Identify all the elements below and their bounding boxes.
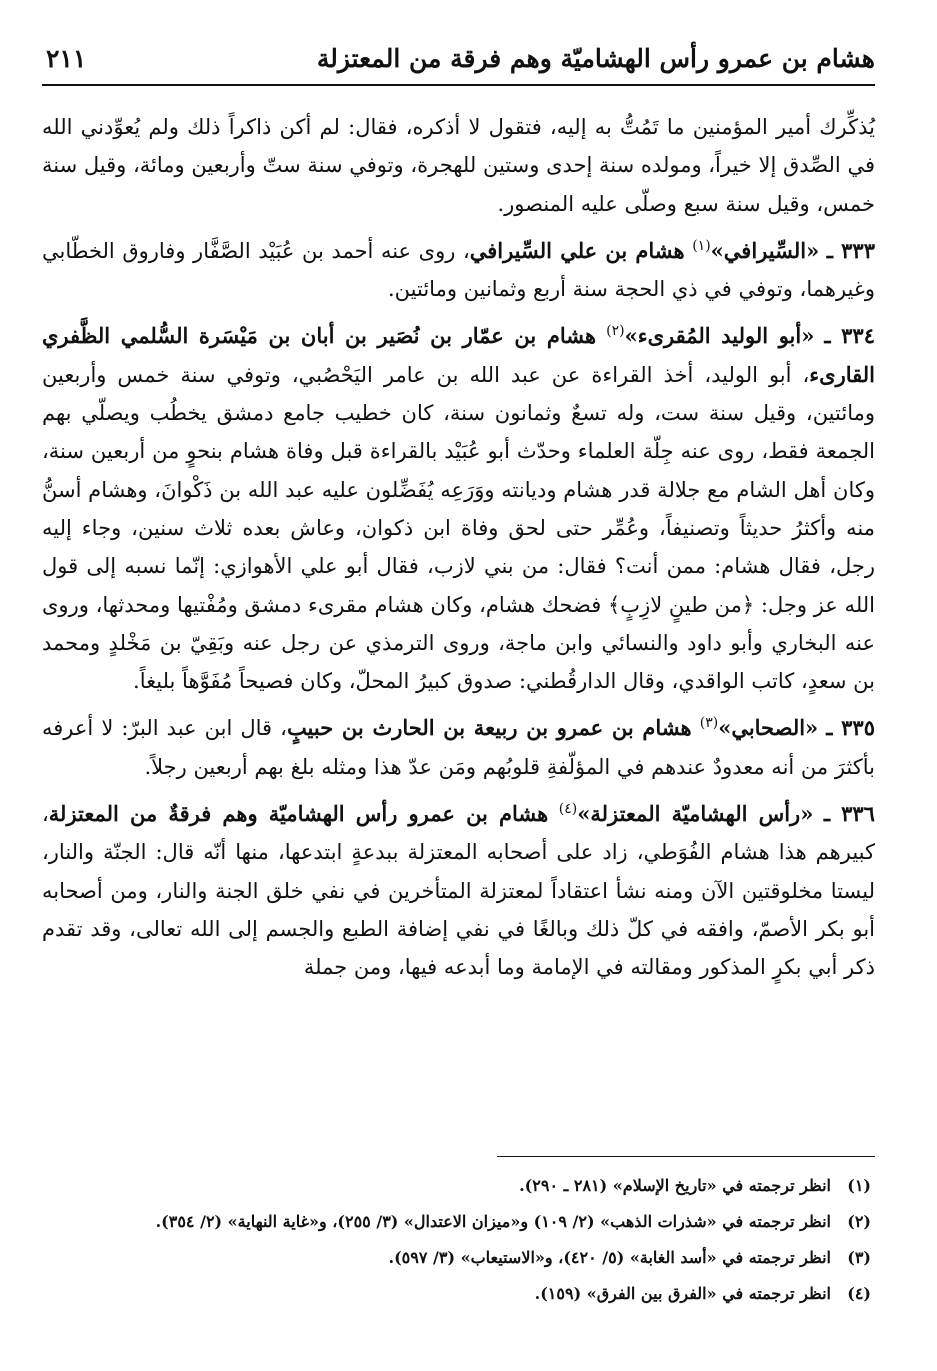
entry-number: ٣٣٤ ـ — [824, 323, 875, 349]
entry-text: ، كبيرهم هذا هشام الفُوَطي، زاد على أصحابه المعتزلة ببدعةٍ ابتدعها، منها أنّه قال: الجنّة والنار، ليستا مخلوقتين الآن ومنه نشأ اعتقاداً لمعتزلة المتأخرين في نفي خلق الجنة والنار، ومن أصحابه أبو بكر الأصمّ، وافقه في كلّ ذلك وبالغًا في نفي إضافة الطبع والجسم إلى الله تعالى، وقد تقدم ذكر أبي بكرٍ المذكور ومقالته في الإمامة وما أبدعه فيها، ومن جملة — [42, 802, 875, 980]
entry-nickname: «الصحابي» — [718, 715, 819, 741]
footnote-number: (١) — [847, 1176, 871, 1195]
entry-number: ٣٣٣ ـ — [826, 237, 875, 263]
footnotes — [42, 1168, 871, 1312]
entry-text: ، قال ابن عبد البرّ: لا أعرفه بأكثرَ من أنه معدودٌ عندهم في المؤلّفةِ قلوبُهم ومَن عدّ هذا ومثله بلغ بهم أربعين رجلاً. — [42, 716, 875, 779]
footnote-text: انظر ترجمته في «أسد الغابة» (٥/ ٤٢٠)، و«الاستيعاب» (٣/ ٥٩٧). — [388, 1248, 831, 1267]
footnote-marker[interactable]: (١) — [692, 237, 711, 254]
footnote-1 — [42, 1168, 871, 1204]
running-title: هشام بن عمرو رأس الهشاميّة وهم فرقة من المعتزلة — [316, 44, 875, 73]
footnote-divider — [497, 1156, 875, 1157]
entry-name: هشام بن علي السِّيرافي — [469, 237, 685, 263]
footnote-text: انظر ترجمته في «الفرق بين الفرق» (١٥٩). — [534, 1284, 831, 1303]
entry-nickname: «أبو الوليد المُقرىء» — [624, 323, 815, 349]
entry-name: هشام بن عمرو رأس الهشاميّة وهم فرقةٌ من المعتزلة — [48, 801, 549, 827]
footnote-marker[interactable]: (٣) — [699, 715, 719, 732]
footnote-text: انظر ترجمته في «شذرات الذهب» (٢/ ١٠٩) و«ميزان الاعتدال» (٣/ ٢٥٥)، و«غاية النهاية» (٢/ ٣٥٤). — [155, 1212, 831, 1231]
entry-336 — [42, 795, 875, 986]
entry-name: هشام بن عمّار بن نُصَير بن أبان بن مَيْسَرة السُّلمي الظَّفري القارىء — [42, 323, 875, 387]
footnote-4 — [42, 1276, 871, 1312]
entry-text: ، روى عنه أحمد بن عُبَيْد الصَّفَّار وفاروق الخطّابي وغيرهما، وتوفي في ذي الحجة سنة أربع وثمانين ومائتين. — [42, 238, 875, 302]
entry-nickname: «رأس الهشاميّة المعتزلة» — [577, 801, 814, 827]
paragraph-continuation — [42, 108, 875, 223]
main-text — [42, 108, 875, 987]
paragraph-text: يُذكِّرك أمير المؤمنين ما تَمُتُّ به إليه، فتقول لا أذكره، فقال: لم أكن ذاكراً ذلك ولم يُعوِّدني الله في الصِّدق إلا خيراً، ومولده سنة إحدى وستين للهجرة، وتوفي سنة ستّ وأربعين ومائة، وقيل سنة خمس، وقيل سنة سبع وصلّى عليه المنصور. — [42, 115, 875, 216]
footnote-number: (٣) — [847, 1248, 871, 1267]
entry-334 — [42, 317, 875, 700]
footnote-number: (٤) — [847, 1284, 871, 1303]
entry-number: ٣٣٥ ـ — [826, 715, 875, 741]
entry-number: ٣٣٦ ـ — [823, 801, 875, 827]
footnote-marker[interactable]: (٤) — [558, 801, 578, 818]
entry-335 — [42, 709, 875, 786]
page-number: ٢١١ — [46, 44, 87, 73]
entry-text: ، أبو الوليد، أخذ القراءة عن عبد الله بن عامر اليَحْصُبي، وتوفي سنة خمس وأربعين ومائتين، وقيل سنة ست، وله تسعٌ وثمانون سنة، كان خطيب جامع دمشق يخطُب ويصلّي بهم الجمعة فقط، روى عنه جِلّة العلماء وحدّث أبو عُبَيْد بالقراءة قبل وفاة هشام بنحوٍ من أربعين سنة، وكان أهل الشام مع جلالة قدر هشام وديانته ووَرَعِه يُفَضِّلون عليه عبد الله بن ذَكْوانَ، وهشام أسنُّ منه وأكثرُ حديثاً وتصنيفاً، وعُمِّر حتى لحق وفاة ابن ذكوان، وعاش بعده ثلاث سنين، وجاء إليه رجل، فقال هشام: ممن أنت؟ فقال: من بني لازب، فقال أبو علي الأهوازي: إنّما نسبه إلى قول الله عز وجل: ﴿من طينٍ لازِبٍ﴾ فضحك هشام، وكان هشام مقرىء دمشق ومُفْتيها ومحدثها، وروى عنه البخاري وأبو داود والنسائي وابن ماجة، وروى الترمذي عن رجل عنه وبَقِيّ بن مَخْلدٍ ومحمد بن سعدٍ، كاتب الواقدي، وقال الدارقُطني: صدوق كبيرُ المحلّ، وكان فصيحاً مُفَوَّهاً بليغاً. — [42, 362, 875, 694]
entry-333 — [42, 232, 875, 309]
footnote-text: انظر ترجمته في «تاريخ الإسلام» (٢٨١ ـ ٢٩٠). — [519, 1176, 831, 1195]
footnote-number: (٢) — [847, 1212, 871, 1231]
footnote-2 — [42, 1204, 871, 1240]
page-header — [42, 38, 875, 86]
entry-nickname: «السِّيرافي» — [710, 237, 820, 263]
footnote-marker[interactable]: (٢) — [606, 323, 625, 340]
footnote-3 — [42, 1240, 871, 1276]
entry-name: هشام بن عمرو بن ربيعة بن الحارث بن حبيبٍ — [286, 715, 692, 741]
